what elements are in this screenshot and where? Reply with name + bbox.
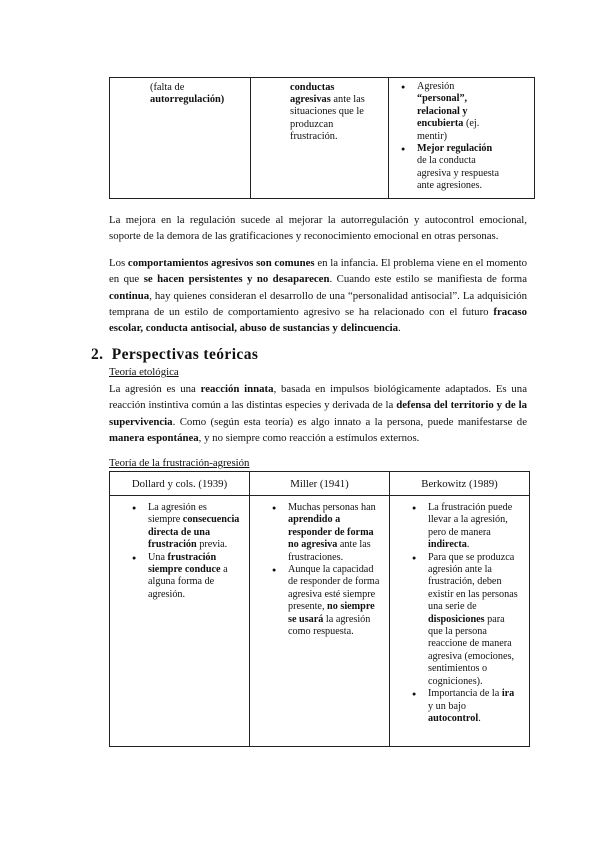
berkowitz-item-2: ● Para que se produzca agresión ante la frustración, deben existir en las personas una serie de disposiciones para que la persona reaccione de manera agresiva (emociones, sentimientos o cogniciones). <box>412 552 521 688</box>
frustracion-table <box>109 471 530 747</box>
bold-continua: continua <box>109 289 150 302</box>
section-title: Perspectivas teóricas <box>111 346 259 363</box>
paragraph-comportamientos: Los comportamientos agresivos son comunes en la infancia. El problema viene en el momento en que se hacen persistentes y no desaparecen. Cuando este estilo se manifiesta de forma continua, hay quienes consideran el desarrollo de una “personalidad antisocial”. La adquisición temprana de un estilo de comportamiento agresivo se ha relacionado con el futuro fracaso escolar, conducta antisocial, abuso de sustancias y delincuencia. <box>109 257 527 335</box>
bold-persistentes: se hacen persistentes y no desaparecen <box>143 273 330 286</box>
paragraph-etologica: La agresión es una reacción innata, basada en impulsos biológicamente adaptados. Es una reacción instintiva común a las distintas especies y derivada de la defensa del territorio y de la supervivencia. Como (según esta teoría) es algo innato a la persona, puede manifestarse de manera espontánea, y no siempre como reacción a estímulos externos. <box>109 383 527 444</box>
dollard-item-2: ● Una frustración siempre conduce a alguna forma de agresión. <box>132 552 241 602</box>
top-col3-item1-l1: ● Agresión <box>417 81 455 92</box>
section-heading <box>91 346 258 364</box>
top-col2-rest2: situaciones que le <box>290 106 364 118</box>
dollard-item-1: ● La agresión es siempre consecuencia directa de una frustración previa. <box>132 502 241 552</box>
subheading-frustracion: Teoría de la frustración-agresión <box>109 457 250 469</box>
top-col2-bold-b: agresivas <box>290 94 331 106</box>
top-col3-item1-l5: mentir) <box>417 130 447 142</box>
header-berkowitz: Berkowitz (1989) <box>390 472 530 496</box>
top-col2-rest4: frustración. <box>290 130 338 142</box>
top-col3-item2-l1: Mejor regulación <box>417 143 493 155</box>
top-table-cell-3 <box>389 78 535 199</box>
top-col3-item2-l4: ante agresiones. <box>417 180 483 192</box>
section-number: 2. <box>91 346 104 363</box>
paragraph-regulation: La mejora en la regulación sucede al mejorar la autorregulación y autocontrol emocional, soporte de la demora de las gratificaciones y reconocimiento emocional en otras personas. <box>109 214 527 243</box>
miller-item-1: ● Muchas personas han aprendido a responder de forma no agresiva ante las frustraciones. <box>272 502 381 564</box>
top-col3-item1-l4: (ej. <box>463 118 480 130</box>
header-miller: Miller (1941) <box>250 472 390 496</box>
berkowitz-item-3: ● Importancia de la ira y un bajo autocontrol. <box>412 688 521 725</box>
bold-reaccion-innata: reacción innata <box>200 383 274 395</box>
subheading-etologica: Teoría etológica <box>109 366 179 378</box>
top-col1-line2: autorregulación) <box>150 94 225 106</box>
top-col3-item1-l2: “personal”, <box>417 93 468 105</box>
top-col3-item1-l3: relacional y <box>417 105 468 117</box>
top-col1-line1: (falta de <box>150 82 185 93</box>
cell-miller <box>250 496 390 747</box>
top-col2-rest1: ante las <box>330 94 365 106</box>
top-col3-item1-l4b: encubierta <box>417 118 464 130</box>
bold-comportamientos: comportamientos agresivos son comunes <box>127 257 315 269</box>
top-col3-item-2 <box>401 143 534 193</box>
top-table-cell-1 <box>110 78 251 199</box>
cell-dollard <box>110 496 250 747</box>
top-col2-rest3: produzcan <box>290 118 334 130</box>
top-col2-bold-a: conductas <box>290 82 335 93</box>
top-col3-item-1 <box>401 81 534 143</box>
bold-defensa: defensa del territorio y de la supervivencia <box>109 399 527 428</box>
berkowitz-item-1: ● La frustración puede llevar a la agresión, pero de manera indirecta. <box>412 502 521 552</box>
top-col3-item2-l3: agresiva y respuesta <box>417 167 500 179</box>
top-table-cell-2 <box>251 78 389 199</box>
cell-berkowitz <box>390 496 530 747</box>
miller-item-2: ● Aunque la capacidad de responder de forma agresiva esté siempre presente, no siempre se usará la agresión como respuesta. <box>272 564 381 638</box>
bold-fracaso: fracaso escolar, conducta antisocial, abuso de sustancias y delincuencia <box>109 305 527 335</box>
top-table <box>109 77 535 199</box>
header-dollard: Dollard y cols. (1939) <box>110 472 250 496</box>
bold-espontanea: manera espontánea <box>109 431 199 444</box>
top-col3-item2-l2: de la conducta <box>417 155 476 167</box>
